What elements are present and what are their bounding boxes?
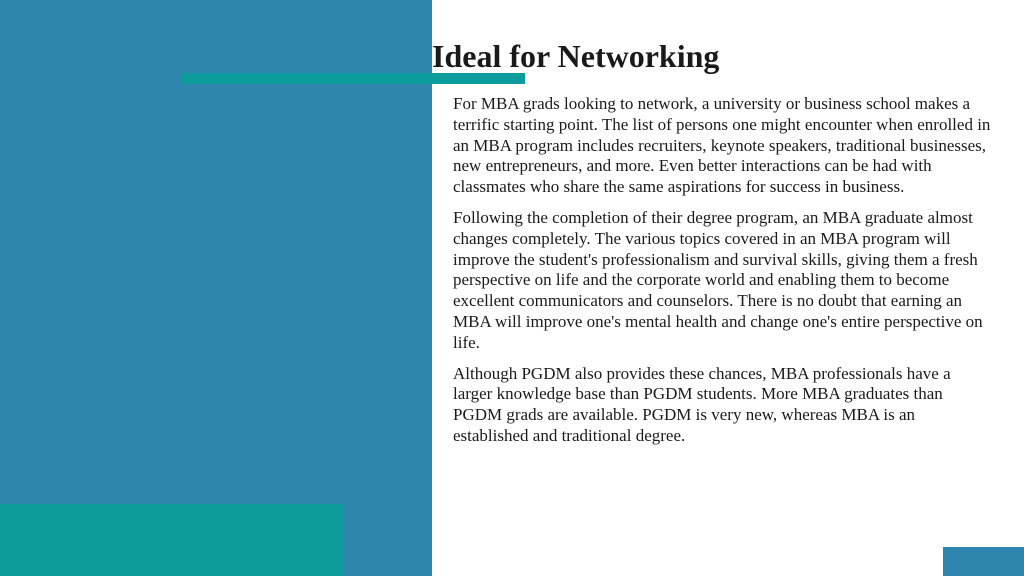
bottom-teal-block — [0, 504, 344, 576]
body-paragraph-3: Although PGDM also provides these chances, MBA professionals have a larger knowledge base than PGDM students. More MBA graduates than PGDM grads are available. PGDM is very new, whereas MBA is an established and traditional degree. — [453, 363, 951, 445]
body-paragraph-1: For MBA grads looking to network, a university or business school makes a terrific starting point. The list of persons one might encounter when enrolled in an MBA program includes recruiters, keynote speakers, traditional businesses, new entrepreneurs, and more. Even better interactions can be had with classmates who share the same aspirations for success in business. — [453, 94, 991, 197]
corner-blue-block — [943, 547, 1024, 576]
slide-title: Ideal for Networking — [432, 38, 720, 74]
slide-body — [453, 94, 993, 457]
left-blue-panel — [0, 0, 432, 576]
body-paragraph-2: Following the completion of their degree program, an MBA graduate almost changes completely. The various topics covered in an MBA program will improve the student's professionalism and survival skills, giving them a fresh perspective on life and the corporate world and enabling them to become excellent communicators and counselors. There is no doubt that earning an MBA will improve one's mental health and change one's entire perspective on life. — [453, 207, 983, 352]
